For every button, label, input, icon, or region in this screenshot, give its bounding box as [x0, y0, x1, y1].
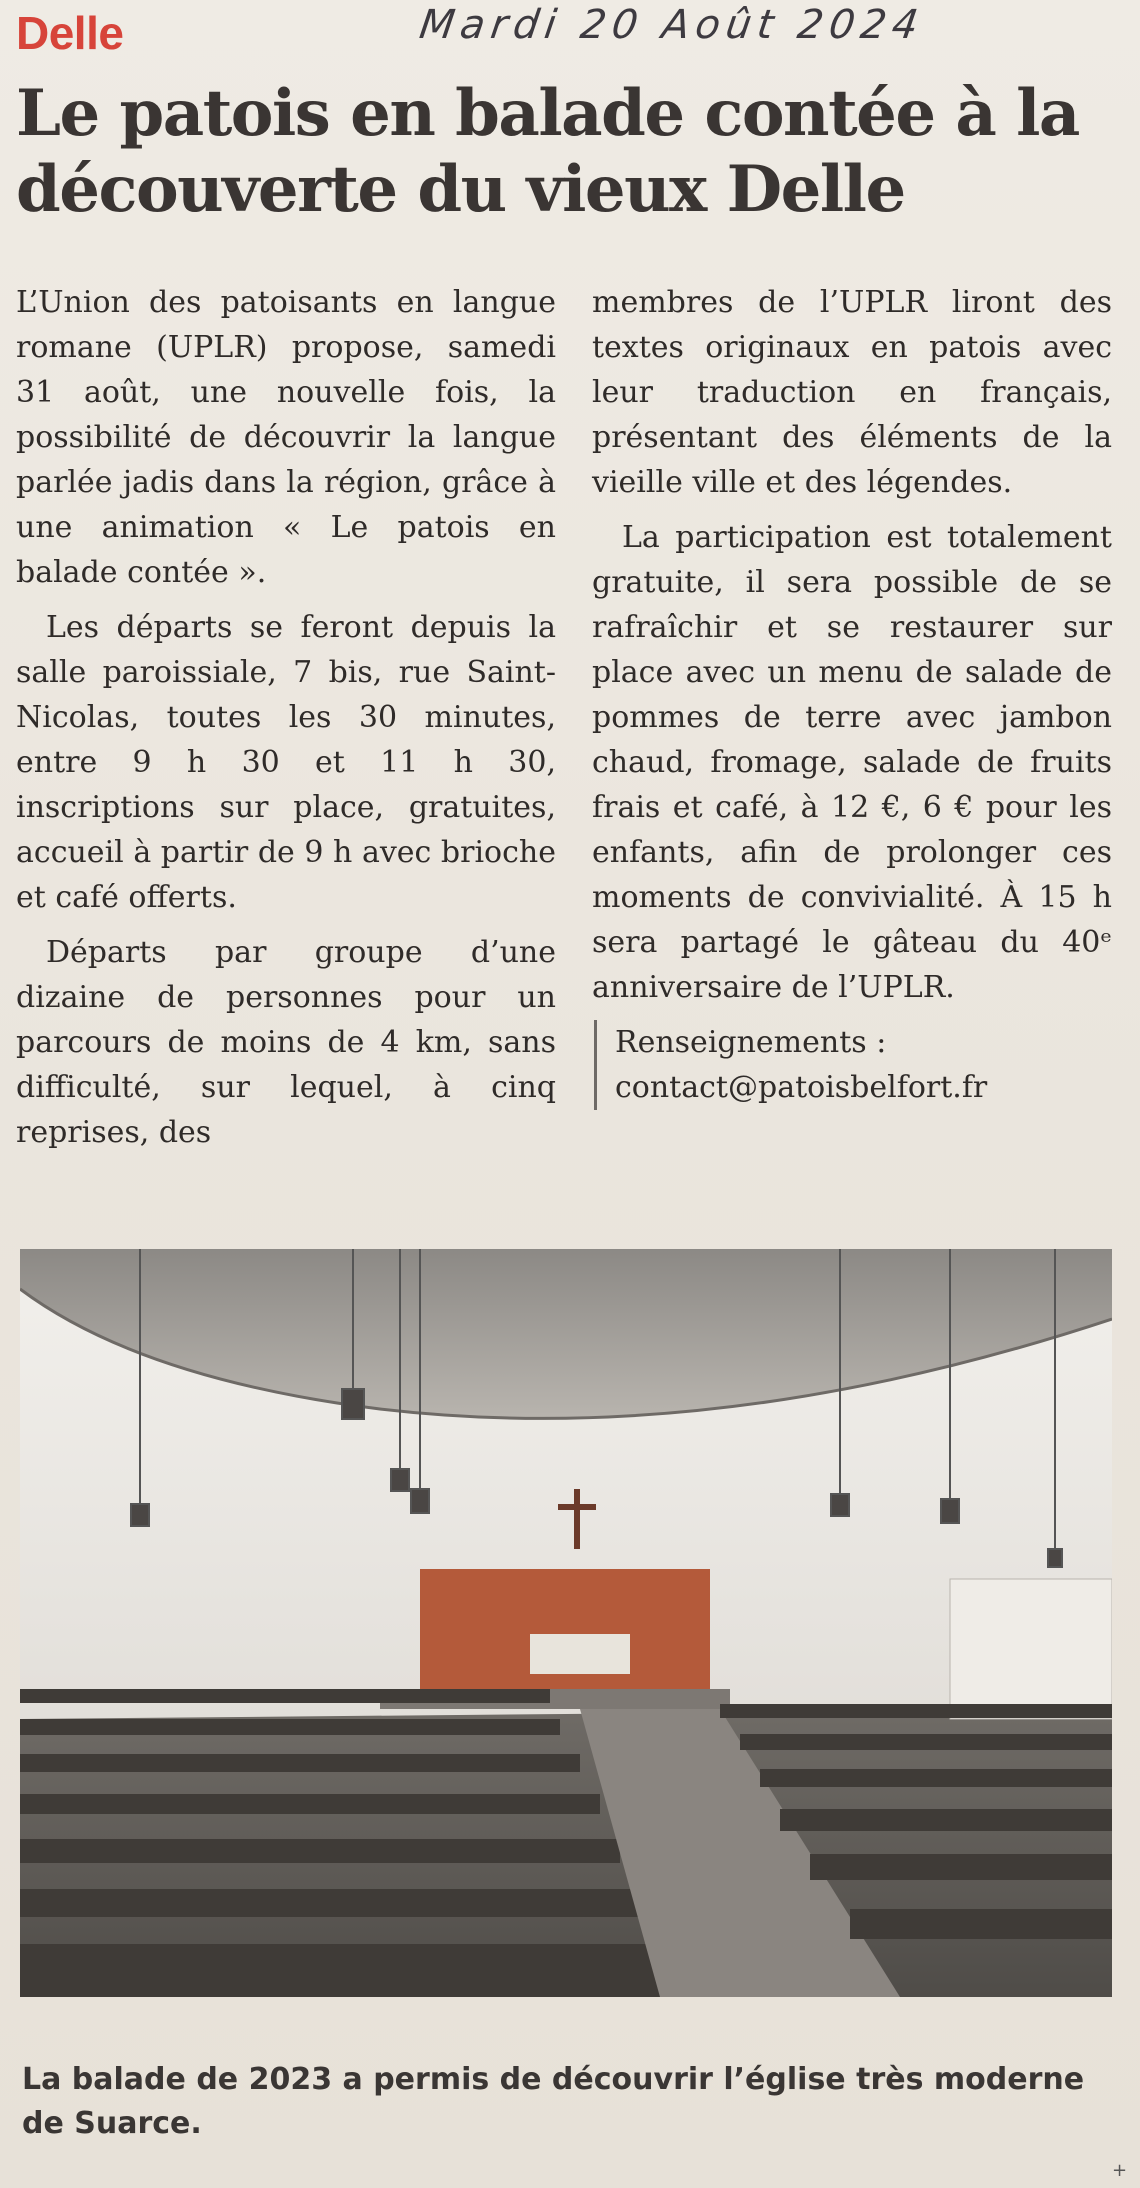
corner-mark: +	[1112, 2160, 1128, 2181]
church-photo	[20, 1249, 1112, 1997]
contact-info	[594, 1020, 1112, 1110]
article-headline: Le patois en balade contée à la découverte du vieux Delle	[16, 76, 1079, 227]
section-label: Delle	[16, 7, 124, 59]
paragraph-readings: membres de l’UPLR liront des textes originaux en patois avec leur traduction en français, présentant des éléments de la vieille ville et des légendes.	[592, 285, 1112, 500]
paragraph-participation: La participation est totalement gratuite, il sera possible de se rafraîchir et se restaurer sur place avec un menu de salade de pommes de terre avec jambon chaud, fromage, salade de fruits frais et café, à 12 €, 6 € pour les enfants, afin de prolonger ces moments de convivialité. À 15 h sera partagé le gâteau du 40ᵉ anniversaire de l’UPLR.	[592, 520, 1112, 1005]
article-column-left	[16, 280, 556, 1165]
paragraph-departures: Les départs se feront depuis la salle paroissiale, 7 bis, rue Saint-Nicolas, toutes les 30 minutes, entre 9 h 30 et 11 h 30, inscriptions sur place, gratuites, accueil à partir de 9 h avec brioche et café offerts.	[16, 610, 556, 915]
paragraph-groups: Départs par groupe d’une dizaine de personnes pour un parcours de moins de 4 km, sans difficulté, sur lequel, à cinq reprises, des	[16, 935, 556, 1150]
church-interior-illustration	[20, 1249, 1112, 1997]
photo-caption: La balade de 2023 a permis de découvrir l’église très moderne de Suarce.	[22, 2062, 1085, 2141]
paragraph-intro: L’Union des patoisants en langue romane (UPLR) propose, samedi 31 août, une nouvelle fois, la possibilité de découvrir la langue parlée jadis dans la région, grâce à une animation « Le patois en balade contée ».	[16, 285, 556, 590]
contact-text: Renseignements : contact@patoisbelfort.fr	[615, 1025, 988, 1105]
handwritten-date: Mardi 20 Août 2024	[416, 2, 927, 48]
article-column-right	[592, 280, 1112, 1110]
